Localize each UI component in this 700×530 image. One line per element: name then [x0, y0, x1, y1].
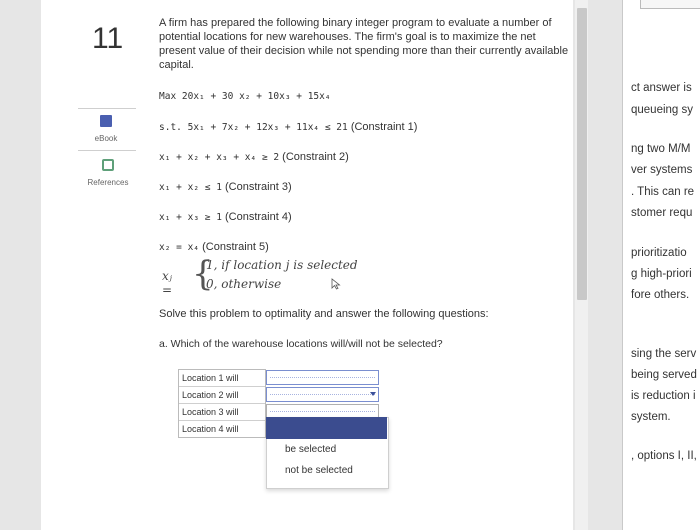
variable-definition-case-2: 0, otherwise [206, 277, 282, 291]
panel-text-line: g high-priori [631, 268, 692, 280]
constraint-4-expr: x₁ + x₃ ≥ 1 [159, 212, 222, 223]
dropdown-option-be-selected[interactable]: be selected [285, 444, 337, 455]
part-a-question: a. Which of the warehouse locations will/will not be selected? [159, 338, 443, 350]
constraint-1-expr: s.t. 5x₁ + 7x₂ + 12x₃ + 11x₄ ≤ 21 [159, 122, 348, 133]
panel-text-line: ver systems [631, 164, 693, 176]
sidebar-divider [78, 108, 136, 109]
panel-text-line: is reduction i [631, 390, 696, 402]
panel-text-line: stomer requ [631, 207, 693, 219]
panel-text-line: ct answer is [631, 82, 692, 94]
constraint-3-label: (Constraint 3) [224, 181, 292, 193]
dropdown-placeholder [270, 377, 375, 378]
match-item-list [178, 369, 266, 438]
chevron-down-icon [370, 392, 376, 396]
constraint-2 [159, 151, 349, 163]
location-2-dropdown[interactable] [266, 387, 379, 402]
question-intro: A firm has prepared the following binary integer program to evaluate a number of potential locations for new warehouses. The firm's goal is to maximize the net present value of their decision while not spending more than their currently available capital. [159, 17, 569, 71]
dropdown-option-not-be-selected[interactable]: not be selected [285, 465, 353, 476]
panel-text-line: system. [631, 411, 671, 423]
mouse-cursor-icon [331, 278, 341, 290]
panel-text-line: fore others. [631, 289, 690, 301]
panel-text-line: sing the serv [631, 348, 697, 360]
dropdown-placeholder [270, 394, 375, 395]
constraint-2-label: (Constraint 2) [282, 151, 349, 163]
objective-function: Max 20x₁ + 30 x₂ + 10x₃ + 15x₄ [159, 91, 331, 102]
constraint-4-label: (Constraint 4) [224, 211, 292, 223]
constraint-1-label: (Constraint 1) [350, 121, 418, 133]
variable-definition-lhs: xⱼ = [162, 269, 173, 297]
location-1-dropdown[interactable] [266, 370, 379, 385]
constraint-5-label: (Constraint 5) [202, 241, 269, 253]
match-item: Location 3 will [179, 404, 265, 421]
dropdown-option-highlighted[interactable] [266, 417, 387, 439]
references-link[interactable] [80, 158, 136, 187]
constraint-2-expr: x₁ + x₂ + x₃ + x₄ ≥ 2 [159, 152, 280, 163]
adjacent-panel [622, 0, 700, 530]
match-item: Location 2 will [179, 387, 265, 404]
constraint-4 [159, 211, 292, 223]
constraint-3-expr: x₁ + x₂ ≤ 1 [159, 182, 222, 193]
references-label: References [87, 178, 129, 187]
ebook-label: eBook [94, 134, 118, 143]
adjacent-panel-tab [640, 0, 700, 9]
panel-text-line: queueing sy [631, 104, 694, 116]
variable-definition-case-1: 1, if location j is selected [206, 258, 358, 272]
panel-text-line: . This can re [631, 186, 695, 198]
constraint-5-expr: x₂ = x₄ [159, 242, 200, 253]
brace-symbol: { [192, 254, 214, 294]
constraint-3 [159, 181, 292, 193]
book-icon [100, 115, 112, 127]
panel-text-line: , options I, II, [631, 450, 697, 462]
panel-text-line: ng two M/M [631, 143, 691, 155]
question-number: 11 [92, 22, 124, 55]
panel-text-line: prioritizatio [631, 247, 687, 259]
references-icon [102, 159, 114, 171]
sidebar-divider [78, 150, 136, 151]
ebook-link[interactable] [84, 114, 128, 143]
scrollbar-thumb[interactable] [577, 8, 587, 300]
constraint-1 [159, 121, 417, 133]
panel-text-line: being served [631, 369, 697, 381]
constraint-5 [159, 241, 269, 253]
match-item: Location 1 will [179, 370, 265, 387]
match-item: Location 4 will [182, 424, 239, 434]
instruction-text: Solve this problem to optimality and answer the following questions: [159, 308, 489, 320]
dropdown-placeholder [270, 411, 375, 412]
